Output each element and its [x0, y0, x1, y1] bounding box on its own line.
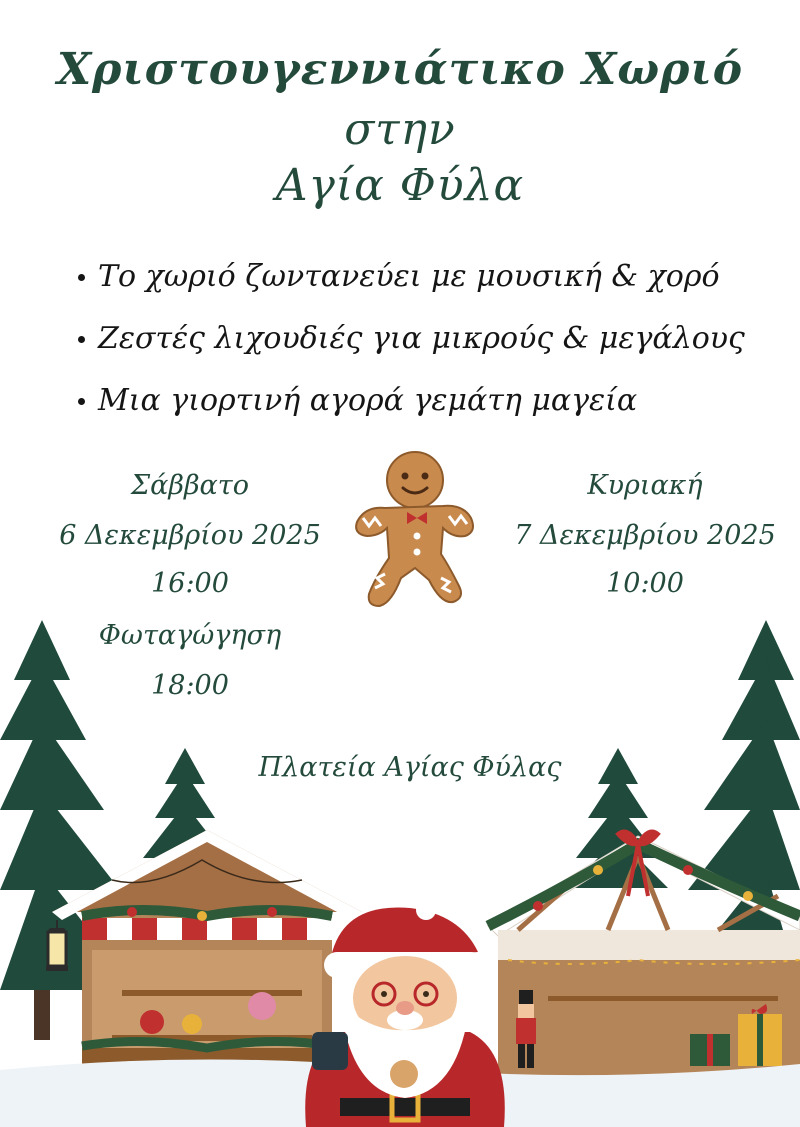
lighting-ceremony-label: Φωταγώγηση	[98, 620, 282, 651]
title-line-3: Αγία Φύλα	[275, 160, 525, 211]
lighting-ceremony-time: 18:00	[151, 670, 229, 701]
sunday-date: 7 Δεκεμβρίου 2025	[514, 520, 776, 551]
saturday-time: 16:00	[151, 568, 229, 599]
sunday-time: 10:00	[606, 568, 684, 599]
title-line-1: Χριστουγεννιάτικο Χωριό	[56, 44, 744, 95]
santa-claus-icon	[300, 902, 510, 1127]
title-line-2: στην	[344, 104, 456, 155]
highlight-item: Το χωριό ζωντανεύει με μουσική & χορό	[78, 254, 745, 316]
location-label: Πλατεία Αγίας Φύλας	[258, 752, 562, 783]
highlight-item: Μια γιορτινή αγορά γεμάτη μαγεία	[78, 378, 745, 440]
highlight-item: Ζεστές λιχουδιές για μικρούς & μεγάλους	[78, 316, 745, 378]
lantern-icon	[42, 920, 72, 976]
sunday-day: Κυριακή	[587, 470, 703, 501]
saturday-date: 6 Δεκεμβρίου 2025	[59, 520, 321, 551]
highlights-list	[78, 254, 745, 440]
saturday-day: Σάββατο	[131, 470, 249, 501]
gingerbread-man-icon	[345, 448, 479, 610]
